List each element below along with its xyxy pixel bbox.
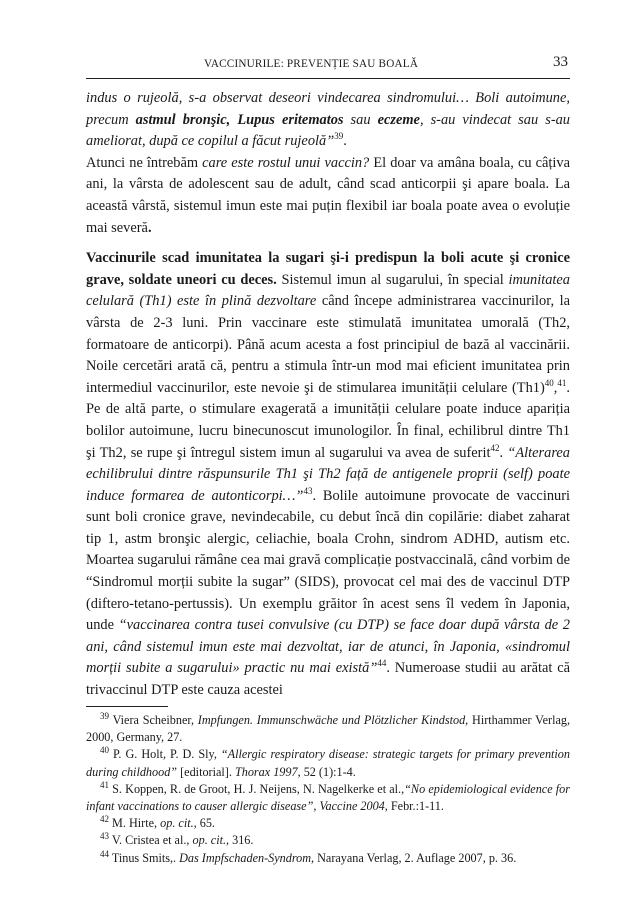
footnote-44 [86, 850, 570, 867]
footnotes [86, 712, 570, 867]
footnote-number: 44 [100, 848, 109, 859]
footnote-text: 316. [229, 833, 254, 848]
page-number: 33 [553, 54, 568, 70]
p3-quote-g: “Alterarea echilibrului dintre răspunsurile Th1 şi Th2 față de antigenele proprii (self) poate induce formarea de autonticorpi…” [86, 444, 570, 504]
footnote-title: op. cit. [160, 816, 194, 831]
footnote-ref-44[interactable]: 44 [377, 658, 387, 669]
p3-text-d: când începe administrarea vaccinurilor, la vârsta de 2-3 luni. Prin vaccinare este stimulată imunitatea umorală (Th2, formatoare de anticorpi). Până acum acesta a fost principiul de bază al vaccinării. Noile cercetări arată că, pentru a stimula într-un mod mai eficient imunitatea prin intermediul vaccinurilor, este nevoie şi de stimularea imunității celulare (Th1) [86, 293, 570, 396]
footnote-text: [editorial]. [177, 764, 235, 779]
footnote-40 [86, 746, 570, 780]
paragraph-2 [86, 153, 570, 239]
footnote-ref-41[interactable]: 41 [557, 377, 567, 388]
p3-text-b: Sistemul imun al sugarului, în special [276, 271, 509, 288]
p2-text-a: Atunci ne întrebăm [86, 154, 203, 171]
footnote-text: P. G. Holt, P. D. Sly, [109, 747, 221, 762]
footnote-text: Tinus Smits,. [109, 850, 180, 865]
p3-text-f: . [499, 444, 508, 461]
p3-italic-c: imunitatea celulară (Th1) este în plină dezvoltare [86, 271, 571, 310]
footnote-text: 52 (1):1-4. [300, 764, 356, 779]
footnote-journal: Thorax 1997, [234, 764, 301, 779]
paragraph-3 [86, 248, 570, 701]
footnote-number: 43 [100, 831, 109, 842]
footnote-ref-40[interactable]: 40 [544, 377, 554, 388]
p1-text-c: sau [343, 111, 378, 128]
p1-text-a: indus o rujeolă, s-a observat deseori vindecarea sindromului… Boli autoimune, precum [86, 90, 570, 128]
footnote-number: 39 [100, 710, 109, 721]
footnote-title: “No epidemiological evidence for infant vaccinations to causer allergic disease” [86, 781, 571, 814]
footnote-number: 41 [100, 779, 109, 790]
footnote-43 [86, 832, 570, 849]
footnote-rule [86, 706, 168, 707]
p2-end: . [147, 219, 152, 236]
footnote-text: S. Koppen, R. de Groot, H. J. Neijens, N. Nagelkerke et al., [109, 781, 405, 796]
page-header [86, 54, 570, 79]
p3-text-e: . Pe de altă parte, o stimulare exagerată a imunității celulare poate induce apariția bolilor autoimune, lucru binecunoscut imunologilor. În final, echilibrul dintre Th1 şi Th2, se rupe şi întregul sistem imun al sugarului va avea de suferit [86, 379, 570, 461]
footnote-ref-43[interactable]: 43 [303, 485, 313, 496]
footnote-title: Das Impfschaden-Syndrom, [179, 850, 315, 865]
footnote-text: M. Hirte, [109, 816, 161, 831]
footnote-39 [86, 712, 570, 746]
p3-bold-lead: Vaccinurile scad imunitatea la sugari şi-i predispun la boli acute şi cronice grave, soldate uneori cu deces. [86, 250, 570, 288]
footnote-journal: Vaccine 2004 [319, 799, 385, 814]
p3-text-h: . Bolile autoimune provocate de vaccinuri sunt boli cronice grave, nevindecabile, cu debut încă din copilărie: diabet zaharat tip 1, astm bronşic alergic, celiachie, boala Crohn, sindrom ADHD, autism etc. Moartea sugarului rămâne cea mai gravă complicație postvaccinală, când vorbim de “Sindromul morții subite la sugar” (SIDS), provocat cel mai des de vaccinul DTP (diftero-tetano-pertussis). Un exemplu grăitor în acest sens îl vedem în Japonia, unde [86, 487, 570, 634]
footnote-number: 42 [100, 814, 109, 825]
p2-question: care este rostul unui vaccin? [202, 154, 370, 171]
body-text [86, 88, 570, 702]
footnote-title: “Allergic respiratory disease: strategic targets for primary prevention during childhood” [86, 747, 570, 779]
p1-end: . [343, 133, 347, 150]
running-title: VACCINURILE: PREVENȚIE SAU BOALĂ [204, 58, 419, 70]
p3-quote-i: “vaccinarea contra tusei convulsive (cu DTP) se face doar după vârsta de 2 ani, când sistemul imun este mai dezvoltat, iar de atunci, în Japonia, «sindromul morții subite a sugarului» practic nu mai există” [86, 617, 570, 677]
footnote-42 [86, 815, 570, 832]
footnote-text: Narayana Verlag, 2. Auflage 2007, p. 36. [314, 850, 517, 865]
p1-bold-b: astmul bronşic, Lupus eritematos [135, 111, 344, 128]
footnote-title: op. cit., [192, 833, 230, 848]
footnote-text: , 65. [193, 816, 215, 831]
p1-text-e: , s-au vindecat sau s-au ameliorat, după ce copilul a făcut rujeolă” [86, 111, 570, 150]
p2-text-c: El doar va amâna boala, cu câțiva ani, la vârsta de adolescent sau de adult, când scad anticorpii şi apare boala. La această vârstă, sistemul imun este mai puțin flexibil iar boala poate avea o evoluție mai severă [86, 154, 570, 236]
footnote-text: Viera Scheibner, [109, 713, 198, 727]
footnote-ref-42[interactable]: 42 [490, 442, 500, 453]
p3-sep: , [553, 379, 558, 396]
footnote-41 [86, 781, 570, 815]
p3-text-j: . Numeroase studii au arătat că trivaccinul DTP este cauza acestei [86, 660, 570, 699]
footnote-text: V. Cristea et al., [109, 833, 193, 848]
footnote-text: , Hirthammer Verlag, 2000, Germany, 27. [86, 713, 571, 745]
footnote-text: , [313, 799, 320, 814]
paragraph-1 [86, 88, 570, 153]
footnote-title: Impfungen. Immunschwäche und Plötzlicher Kindstod [197, 713, 466, 727]
footnote-text: , Febr.:1-11. [384, 799, 444, 814]
footnote-ref-39[interactable]: 39 [334, 131, 344, 142]
p1-bold-d: eczeme [377, 111, 420, 128]
footnote-number: 40 [100, 745, 109, 756]
